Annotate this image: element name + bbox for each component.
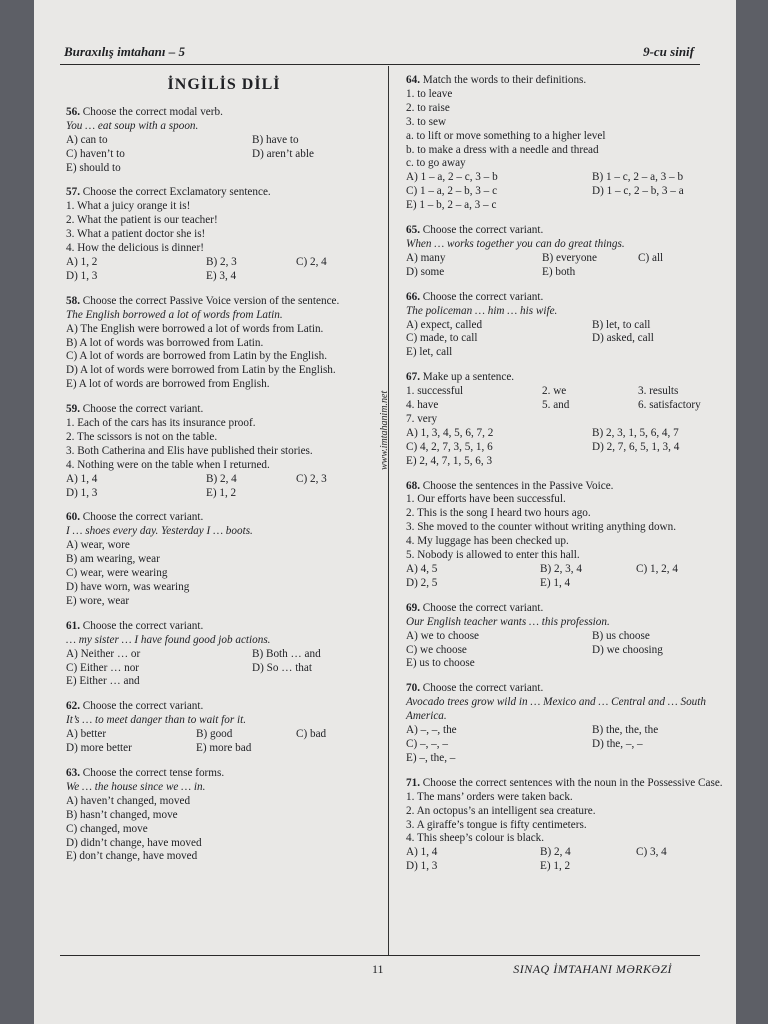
question-number: 61. xyxy=(66,619,80,632)
question-stem xyxy=(66,403,382,417)
question-58 xyxy=(66,295,382,392)
statement-line: 4. My luggage has been checked up. xyxy=(406,535,569,548)
statement-line: 2. to raise xyxy=(406,101,450,114)
statement-line: 4. This sheep’s colour is black. xyxy=(406,832,545,845)
column-divider xyxy=(388,66,389,956)
question-text: Choose the correct variant. xyxy=(422,682,544,695)
statement-line: 2. The scissors is not on the table. xyxy=(66,430,218,443)
question-stem xyxy=(66,511,382,525)
question-stem xyxy=(406,602,726,616)
word-item xyxy=(542,413,638,427)
answer-option: E) 1, 4 xyxy=(540,576,571,589)
answer-option: E) Either … and xyxy=(66,675,140,688)
answer-option: C) 1 – a, 2 – b, 3 – c xyxy=(406,185,498,198)
question-stem xyxy=(406,291,726,305)
answer-options xyxy=(66,473,382,501)
question-56 xyxy=(66,106,382,176)
answer-option: C) 4, 2, 7, 3, 5, 1, 6 xyxy=(406,440,493,453)
question-prompt: When … works together you can do great things. xyxy=(406,237,625,250)
answer-option: B) 2, 3 xyxy=(206,255,237,268)
answer-option: B) 2, 3, 1, 5, 6, 4, 7 xyxy=(592,426,679,439)
answer-option: E) –, the, – xyxy=(406,751,456,764)
word-item: 6. satisfactory xyxy=(638,399,701,412)
right-column xyxy=(406,74,726,885)
answer-option: D) 1, 3 xyxy=(406,860,438,873)
question-59 xyxy=(66,403,382,500)
question-text: Choose the correct variant. xyxy=(422,290,544,303)
answer-options xyxy=(66,256,382,284)
question-number: 62. xyxy=(66,700,80,713)
answer-option: B) 2, 4 xyxy=(206,472,237,485)
question-stem xyxy=(66,767,382,781)
statement-line: 2. What the patient is our teacher! xyxy=(66,214,218,227)
answer-option: D) 2, 5 xyxy=(406,576,438,589)
answer-option: C) Either … nor xyxy=(66,661,140,674)
answer-option: A) can to xyxy=(66,133,108,146)
question-stem xyxy=(66,700,382,714)
answer-option: C) changed, move xyxy=(66,822,148,835)
statement-line: 1. Each of the cars has its insurance proof. xyxy=(66,417,256,430)
question-61 xyxy=(66,620,382,690)
question-63 xyxy=(66,767,382,864)
question-number: 68. xyxy=(406,479,420,492)
question-stem xyxy=(66,620,382,634)
answer-option: A) better xyxy=(66,728,107,741)
question-number: 70. xyxy=(406,682,420,695)
statement-line: 1. The mans’ orders were taken back. xyxy=(406,790,573,803)
question-prompt: Our English teacher wants … this profession. xyxy=(406,615,610,628)
question-stem xyxy=(406,777,726,791)
question-66 xyxy=(406,291,726,361)
answer-option: B) 2, 4 xyxy=(540,846,571,859)
answer-option: A) Neither … or xyxy=(66,647,141,660)
answer-option: C) wear, were wearing xyxy=(66,567,168,580)
answer-options xyxy=(406,171,726,213)
answer-option xyxy=(638,266,726,280)
answer-option: A) 1 – a, 2 – c, 3 – b xyxy=(406,171,498,184)
answer-options xyxy=(406,427,726,469)
answer-option: C) 2, 3 xyxy=(296,472,327,485)
answer-option: E) more bad xyxy=(196,742,252,755)
question-prompt: The English borrowed a lot of words from Latin. xyxy=(66,308,283,321)
footer-rule xyxy=(60,955,700,956)
answer-option: E) wore, wear xyxy=(66,594,130,607)
question-stem xyxy=(406,371,726,385)
question-number: 64. xyxy=(406,74,420,86)
question-prompt: I … shoes every day. Yesterday I … boots. xyxy=(66,525,253,538)
answer-option: A) we to choose xyxy=(406,629,480,642)
question-number: 71. xyxy=(406,776,420,789)
answer-option: C) 2, 4 xyxy=(296,255,327,268)
statement-line: 1. What a juicy orange it is! xyxy=(66,200,191,213)
question-number: 59. xyxy=(66,403,80,416)
answer-option: C) A lot of words are borrowed from Latin by the English. xyxy=(66,350,327,363)
answer-option: B) good xyxy=(196,728,233,741)
answer-option: B) the, the, the xyxy=(592,724,659,737)
answer-option: E) 2, 4, 7, 1, 5, 6, 3 xyxy=(406,454,493,467)
answer-option: D) 1, 3 xyxy=(66,486,98,499)
answer-options xyxy=(406,563,726,591)
statement-line: 3. She moved to the counter without writing anything down. xyxy=(406,521,677,534)
answer-option: D) asked, call xyxy=(592,332,654,345)
answer-option: B) hasn’t changed, move xyxy=(66,808,178,821)
question-stem xyxy=(66,186,382,200)
answer-option: A) wear, wore xyxy=(66,539,130,552)
question-text: Choose the correct variant. xyxy=(422,601,544,614)
answer-option: C) bad xyxy=(296,728,327,741)
answer-option: D) more better xyxy=(66,742,132,755)
answer-options xyxy=(406,630,726,672)
answer-option: A) –, –, the xyxy=(406,724,457,737)
answer-option: A) 1, 3, 4, 5, 6, 7, 2 xyxy=(406,426,494,439)
word-item: 1. successful xyxy=(406,385,464,398)
question-number: 65. xyxy=(406,224,420,237)
answer-option: D) aren’t able xyxy=(252,147,314,160)
question-70 xyxy=(406,682,726,765)
question-number: 69. xyxy=(406,601,420,614)
answer-option: A) 4, 5 xyxy=(406,563,438,575)
word-bank xyxy=(406,385,726,427)
word-item: 4. have xyxy=(406,399,439,412)
answer-option: D) have worn, was wearing xyxy=(66,581,190,593)
question-text: Choose the correct modal verb. xyxy=(82,105,223,118)
answer-options xyxy=(66,323,382,393)
question-prompt: It’s … to meet danger than to wait for it. xyxy=(66,714,247,727)
answer-option: D) some xyxy=(406,265,445,278)
question-text: Choose the correct Passive Voice version of the sentence. xyxy=(82,294,340,307)
question-60 xyxy=(66,511,382,608)
answer-option: D) 1, 3 xyxy=(66,269,98,282)
question-text: Choose the sentences in the Passive Voice. xyxy=(422,479,614,492)
answer-option: B) Both … and xyxy=(252,647,321,660)
question-stem xyxy=(406,74,726,88)
statement-line: 1. Our efforts have been successful. xyxy=(406,493,566,506)
word-item: 7. very xyxy=(406,412,438,425)
answer-option xyxy=(296,487,382,501)
statement-line: 2. An octopus’s an intelligent sea creature. xyxy=(406,804,596,817)
question-64 xyxy=(406,74,726,213)
answer-option: D) 1 – c, 2 – b, 3 – a xyxy=(592,185,684,198)
question-stem xyxy=(66,106,382,120)
answer-option: B) let, to call xyxy=(592,318,651,331)
answer-option: D) 2, 7, 6, 5, 1, 3, 4 xyxy=(592,440,680,453)
answer-options xyxy=(66,728,382,756)
answer-option xyxy=(296,742,382,756)
answer-option: D) we choosing xyxy=(592,643,663,656)
question-number: 60. xyxy=(66,511,80,524)
answer-option: E) 3, 4 xyxy=(206,269,237,282)
answer-option: A) 1, 2 xyxy=(66,255,98,268)
answer-option: E) 1, 2 xyxy=(206,486,237,499)
answer-option: C) we choose xyxy=(406,643,467,656)
exam-page xyxy=(34,0,736,1024)
answer-option xyxy=(636,860,726,874)
question-stem xyxy=(406,480,726,494)
question-number: 63. xyxy=(66,766,80,779)
answer-option: B) 2, 3, 4 xyxy=(540,563,582,575)
answer-option: C) 3, 4 xyxy=(636,846,667,859)
answer-options xyxy=(66,795,382,865)
question-text: Choose the correct Exclamatory sentence. xyxy=(82,186,271,199)
answer-option: A) many xyxy=(406,251,446,264)
question-number: 57. xyxy=(66,186,80,199)
statement-line: 5. Nobody is allowed to enter this hall. xyxy=(406,549,580,562)
answer-option: B) us choose xyxy=(592,629,650,642)
answer-option: E) A lot of words are borrowed from English. xyxy=(66,378,270,391)
statement-line: a. to lift or move something to a higher level xyxy=(406,129,606,142)
question-text: Choose the correct tense forms. xyxy=(82,766,225,779)
answer-option: B) 1 – c, 2 – a, 3 – b xyxy=(592,171,684,184)
answer-option: E) don’t change, have moved xyxy=(66,850,198,863)
question-69 xyxy=(406,602,726,672)
answer-option: A) 1, 4 xyxy=(406,846,438,859)
question-number: 56. xyxy=(66,105,80,118)
answer-option: C) all xyxy=(638,251,664,264)
statement-line: 3. What a patient doctor she is! xyxy=(66,228,206,241)
answer-option: E) should to xyxy=(66,161,121,174)
answer-option: E) 1 – b, 2 – a, 3 – c xyxy=(406,199,497,212)
answer-option: A) haven’t changed, moved xyxy=(66,794,191,807)
answer-option: D) didn’t change, have moved xyxy=(66,836,202,849)
question-stem xyxy=(66,295,382,309)
question-57 xyxy=(66,186,382,283)
answer-option: C) –, –, – xyxy=(406,737,448,750)
question-prompt: Avocado trees grow wild in … Mexico and … Central and … South America. xyxy=(406,696,706,723)
answer-option xyxy=(296,270,382,284)
question-prompt: You … eat soup with a spoon. xyxy=(66,119,199,132)
answer-options xyxy=(406,319,726,361)
question-stem xyxy=(406,224,726,238)
question-prompt: … my sister … I have found good job actions. xyxy=(66,633,271,646)
statement-line: 4. How the delicious is dinner! xyxy=(66,242,204,255)
question-text: Choose the correct variant. xyxy=(82,403,204,416)
answer-options xyxy=(66,648,382,690)
left-column xyxy=(66,74,382,875)
statement-line: 4. Nothing were on the table when I returned. xyxy=(66,458,270,471)
statement-line: 3. Both Catherina and Elis have published their stories. xyxy=(66,444,313,457)
question-stem xyxy=(406,682,726,696)
answer-option: B) A lot of words was borrowed from Latin. xyxy=(66,336,264,349)
answer-option: E) both xyxy=(542,265,576,278)
answer-option xyxy=(636,577,726,591)
statement-line: 2. This is the song I heard two hours ago. xyxy=(406,507,591,520)
answer-option: A) 1, 4 xyxy=(66,472,98,485)
question-text: Choose the correct variant. xyxy=(82,619,204,632)
answer-option: C) 1, 2, 4 xyxy=(636,563,678,575)
word-item: 3. results xyxy=(638,385,679,398)
statement-line: 1. to leave xyxy=(406,87,453,100)
answer-options xyxy=(406,252,726,280)
footer-center-name: SINAQ İMTAHANI MƏRKƏZİ xyxy=(513,962,672,976)
answer-option: E) 1, 2 xyxy=(540,860,571,873)
answer-option: E) let, call xyxy=(406,346,453,359)
answer-option: B) am wearing, wear xyxy=(66,553,160,566)
question-prompt: The policeman … him … his wife. xyxy=(406,304,558,317)
answer-option: D) So … that xyxy=(252,661,312,674)
question-text: Choose the correct variant. xyxy=(82,700,204,713)
answer-option: A) expect, called xyxy=(406,318,483,331)
question-number: 66. xyxy=(406,290,420,303)
header-grade: 9-cu sinif xyxy=(643,44,694,59)
question-number: 67. xyxy=(406,371,420,384)
answer-option: C) made, to call xyxy=(406,332,478,345)
header-exam-title: Buraxılış imtahanı – 5 xyxy=(64,44,186,59)
answer-options xyxy=(66,134,382,176)
answer-option: D) A lot of words were borrowed from Latin by the English. xyxy=(66,364,336,377)
answer-option: B) everyone xyxy=(542,251,597,264)
site-watermark: www.imtahanim.net xyxy=(379,390,390,470)
word-item: 5. and xyxy=(542,399,570,412)
question-prompt: We … the house since we … in. xyxy=(66,780,206,793)
statement-line: c. to go away xyxy=(406,157,466,170)
statement-line: 3. to sew xyxy=(406,115,447,128)
word-item: 2. we xyxy=(542,385,567,398)
statement-line: 3. A giraffe’s tongue is fifty centimeters. xyxy=(406,818,587,831)
question-text: Choose the correct variant. xyxy=(422,224,544,237)
answer-option: D) the, –, – xyxy=(592,737,643,750)
answer-option: E) us to choose xyxy=(406,657,475,670)
subject-title: İNGİLİS DİLİ xyxy=(167,76,281,93)
answer-options xyxy=(406,846,726,874)
question-65 xyxy=(406,224,726,280)
question-text: Choose the correct sentences with the noun in the Possessive Case. xyxy=(422,776,723,789)
page-number: 11 xyxy=(372,962,384,976)
answer-option: B) have to xyxy=(252,133,299,146)
question-text: Choose the correct variant. xyxy=(82,511,204,524)
answer-option: A) The English were borrowed a lot of words from Latin. xyxy=(66,322,324,335)
statement-line: b. to make a dress with a needle and thread xyxy=(406,143,599,156)
question-text: Make up a sentence. xyxy=(422,371,515,384)
question-62 xyxy=(66,700,382,756)
question-text: Match the words to their definitions. xyxy=(422,74,587,86)
answer-options xyxy=(406,724,726,766)
question-71 xyxy=(406,777,726,874)
word-item xyxy=(638,413,726,427)
header-rule xyxy=(60,64,700,65)
question-number: 58. xyxy=(66,294,80,307)
question-67 xyxy=(406,371,726,468)
answer-options xyxy=(66,539,382,609)
answer-option: C) haven’t to xyxy=(66,147,125,160)
question-68 xyxy=(406,480,726,591)
